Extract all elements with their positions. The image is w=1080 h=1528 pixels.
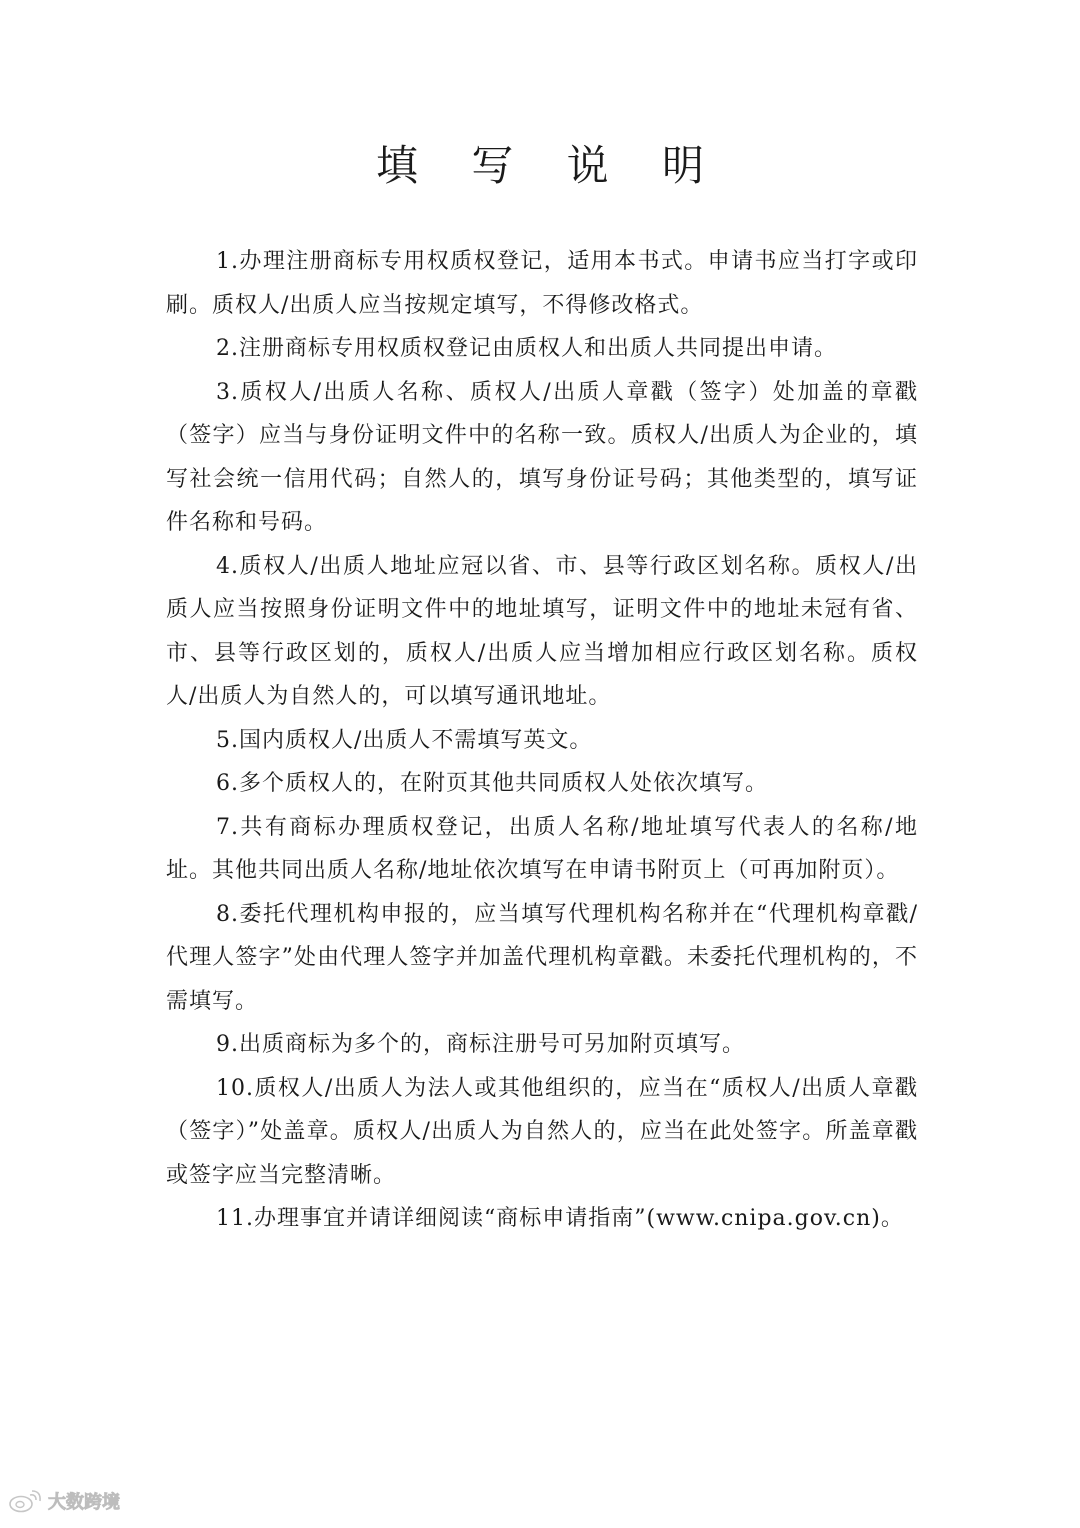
watermark-text: 大数跨境 — [48, 1492, 120, 1513]
instruction-item-8: 8.委托代理机构申报的，应当填写代理机构名称并在“代理机构章戳/代理人签字”处由代理人签字并加盖代理机构章戳。未委托代理机构的，不需填写。 — [166, 901, 918, 1014]
watermark — [8, 1488, 120, 1514]
instruction-item-2: 2.注册商标专用权质权登记由质权人和出质人共同提出申请。 — [216, 336, 837, 361]
instruction-item-10: 10.质权人/出质人为法人或其他组织的，应当在“质权人/出质人章戳（签字）”处盖章。质权人/出质人为自然人的，应当在此处签字。所盖章戳或签字应当完整清晰。 — [166, 1075, 918, 1188]
instruction-item-1: 1.办理注册商标专用权质权登记，适用本书式。申请书应当打字或印刷。质权人/出质人应当按规定填写，不得修改格式。 — [166, 249, 918, 318]
page-title: 填 写 说 明 — [375, 141, 725, 190]
instruction-item-5: 5.国内质权人/出质人不需填写英文。 — [216, 727, 593, 753]
instruction-item-11: 11.办理事宜并请详细阅读“商标申请指南”(www.cnipa.gov.cn)。 — [216, 1206, 904, 1231]
instruction-item-7: 7.共有商标办理质权登记，出质人名称/地址填写代表人的名称/地址。其他共同出质人名称/地址依次填写在申请书附页上（可再加附页）。 — [166, 814, 918, 883]
instruction-item-9: 9.出质商标为多个的，商标注册号可另加附页填写。 — [216, 1032, 745, 1057]
instructions-list — [166, 240, 918, 1241]
instruction-item-3: 3.质权人/出质人名称、质权人/出质人章戳（签字）处加盖的章戳（签字）应当与身份证明文件中的名称一致。质权人/出质人为企业的，填写社会统一信用代码；自然人的，填写身份证号码；其他类型的，填写证件名称和号码。 — [166, 379, 918, 535]
instruction-item-6: 6.多个质权人的，在附页其他共同质权人处依次填写。 — [216, 771, 768, 796]
weibo-logo-icon — [8, 1489, 42, 1513]
instruction-item-4: 4.质权人/出质人地址应冠以省、市、县等行政区划名称。质权人/出质人应当按照身份证明文件中的地址填写，证明文件中的地址未冠有省、市、县等行政区划的，质权人/出质人应当增加相应行政区划名称。质权人/出质人为自然人的，可以填写通讯地址。 — [166, 553, 918, 709]
